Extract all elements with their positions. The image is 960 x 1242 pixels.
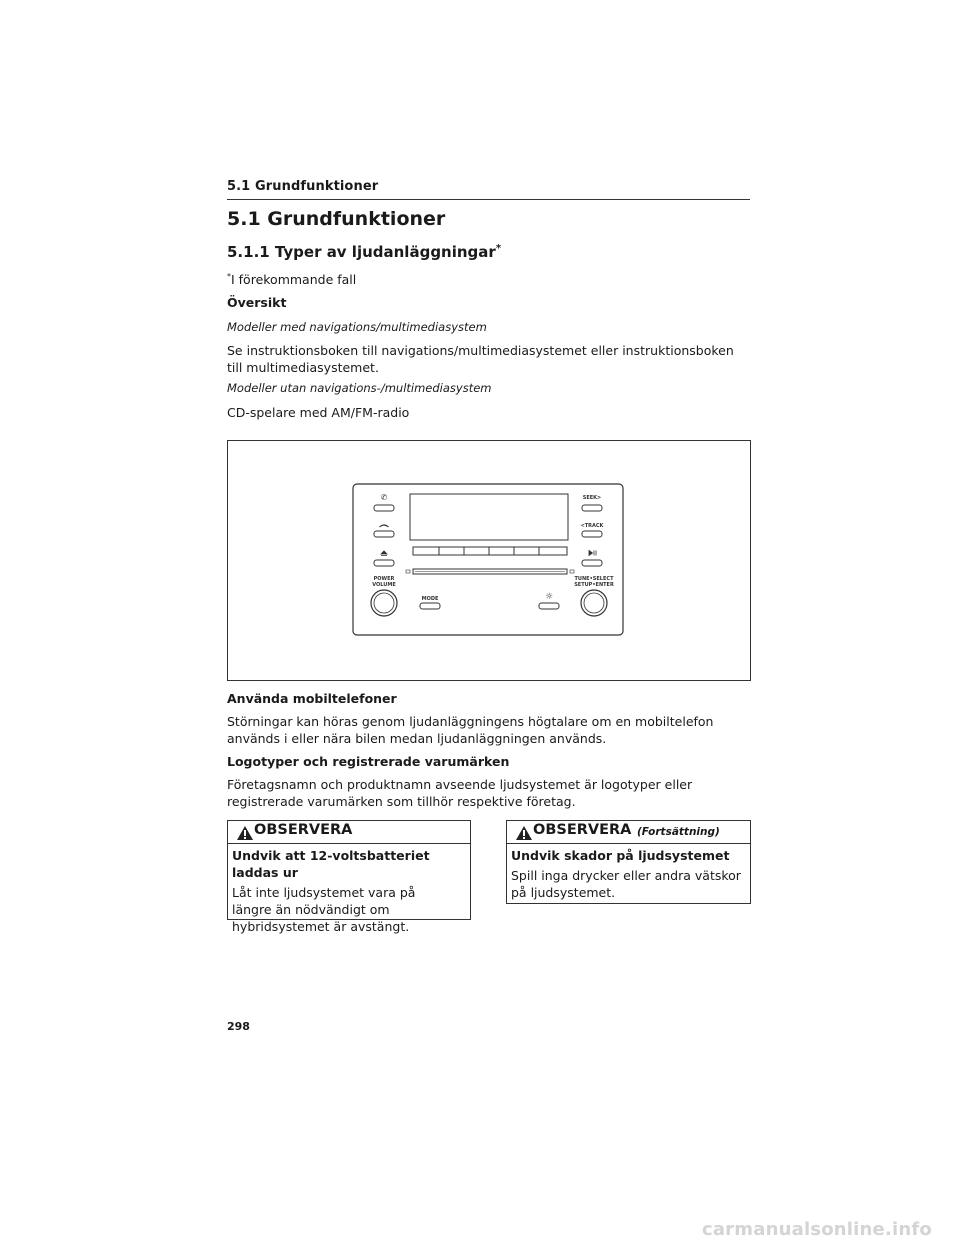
hangup-button	[374, 531, 394, 537]
watermark: carmanualsonline.info	[701, 1219, 932, 1240]
subsection-asterisk: *	[495, 243, 502, 254]
overview-heading: Översikt	[227, 295, 287, 310]
page-number: 298	[227, 1020, 250, 1033]
subsection-title	[227, 243, 501, 261]
notice-right-continued: (Fortsättning)	[637, 826, 720, 838]
notice-left-title: OBSERVERA	[254, 822, 353, 838]
no-nav-models-label: Modeller utan navigations-/multimediasystem	[227, 381, 492, 395]
mode-label: MODE	[421, 596, 439, 602]
radio-display	[410, 494, 568, 540]
trademarks-text: Företagsnamn och produktnamn avseende ljudsystemet är logotyper eller registrerade varumärken som tillhör respektive företag.	[227, 777, 693, 809]
preset-strip	[413, 547, 567, 555]
trademarks-heading: Logotyper och registrerade varumärken	[227, 754, 510, 769]
footnote-text: I förekommande fall	[231, 272, 357, 288]
notice-right-text: Spill inga drycker eller andra vätskor på ljudsystemet.	[511, 868, 741, 900]
seek-label: SEEK>	[582, 495, 602, 501]
phone-icon: ✆	[380, 493, 388, 502]
mode-button	[420, 603, 440, 609]
brightness-button	[539, 603, 559, 609]
warning-icon	[236, 825, 254, 841]
section-title: 5.1 Grundfunktioner	[227, 208, 446, 230]
notice-right-heading: Undvik skador på ljudsystemet	[511, 848, 730, 863]
nav-models-text: Se instruktionsboken till navigations/multimediasystemet eller instruktionsboken till multimediasystemet.	[227, 343, 734, 375]
footnote	[227, 268, 356, 288]
notice-left-heading: Undvik att 12-voltsbatteriet laddas ur	[232, 848, 430, 880]
play-pause-button	[582, 560, 602, 566]
header-rule	[227, 199, 750, 200]
notice-left-text: Låt inte ljudsystemet vara på längre än nödvändigt om hybridsystemet är avstängt.	[232, 885, 416, 934]
notice-box-left	[227, 820, 471, 934]
running-header: 5.1 Grundfunktioner	[227, 179, 379, 194]
notice-right-header	[507, 821, 750, 844]
notice-left-header	[228, 821, 470, 844]
radio-illustration	[228, 441, 750, 680]
brightness-icon: ☼	[544, 592, 554, 602]
cd-player-text: CD-spelare med AM/FM-radio	[227, 405, 410, 420]
seek-button	[582, 505, 602, 511]
tune-label-2: SETUP•ENTER	[574, 582, 614, 588]
power-label-1: POWER	[373, 576, 395, 582]
track-button	[582, 531, 602, 537]
radio-figure	[227, 440, 751, 681]
phones-heading: Använda mobiltelefoner	[227, 691, 397, 706]
warning-icon	[515, 825, 533, 841]
track-label: <TRACK	[580, 523, 604, 529]
phones-text: Störningar kan höras genom ljudanläggningens högtalare om en mobiltelefon används i eller nära bilen medan ljudanläggningen används.	[227, 714, 714, 746]
tune-label-1: TUNE•SELECT	[574, 576, 614, 582]
phone-button	[374, 505, 394, 511]
subsection-title-text: 5.1.1 Typer av ljudanläggningar	[227, 243, 496, 261]
power-label-2: VOLUME	[372, 582, 396, 588]
notice-box-right	[506, 820, 751, 904]
footnote-marker: *	[227, 272, 231, 281]
nav-models-label: Modeller med navigations/multimediasystem	[227, 320, 487, 334]
eject-button	[374, 560, 394, 566]
notice-right-title: OBSERVERA	[533, 822, 632, 838]
